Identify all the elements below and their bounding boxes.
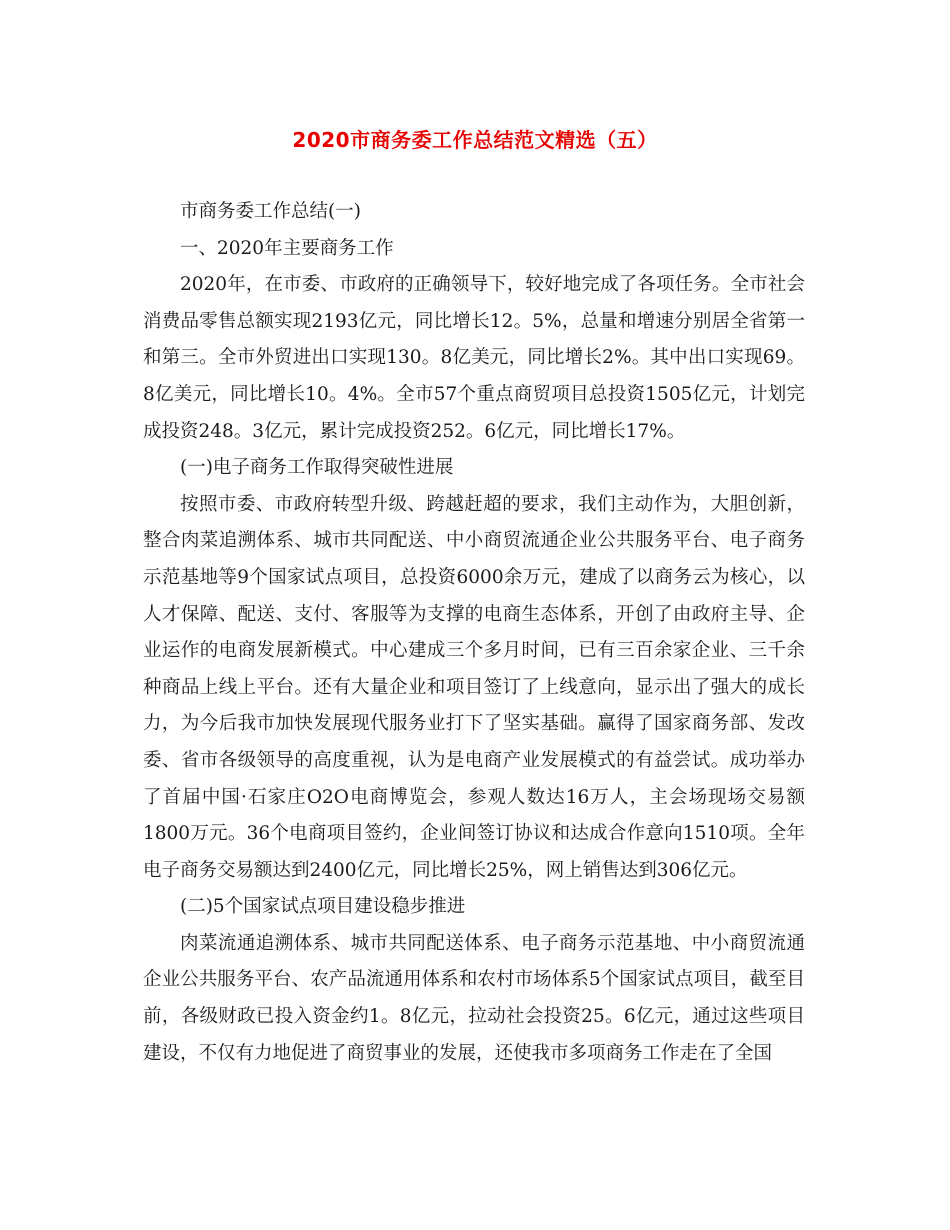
section-heading: 市商务委工作总结(一) [180,201,361,222]
subsection-heading: (一)电子商务工作取得突破性进展 [180,457,454,479]
body-paragraph: 2020年，在市委、市政府的正确领导下，较好地完成了各项任务。全市社会消费品零售总额实现2193亿元，同比增长12。5%，总量和增速分别居全省第一和第三。全市外贸进出口实现130。8亿美元，同比增长2%。其中出口实现69。8亿美元，同比增长10。4%。全市57个重点商贸项目总投资1505亿元，计划完成投资248。3亿元，累计完成投资252。6亿元，同比增长17%。 [143,274,805,442]
document-body [143,194,805,1072]
body-paragraph: 肉菜流通追溯体系、城市共同配送体系、电子商务示范基地、中小商贸流通企业公共服务平台、农产品流通用体系和农村市场体系5个国家试点项目，截至目前，各级财政已投入资金约1。8亿元，拉动社会投资25。6亿元，通过这些项目建设，不仅有力地促进了商贸事业的发展，还使我市多项商务工作走在了全国 [143,932,805,1064]
body-paragraph: 按照市委、市政府转型升级、跨越赶超的要求，我们主动作为，大胆创新，整合肉菜追溯体系、城市共同配送、中小商贸流通企业公共服务平台、电子商务示范基地等9个国家试点项目，总投资6000余万元，建成了以商务云为核心，以人才保障、配送、支付、客服等为支撑的电商生态体系，开创了由政府主导、企业运作的电商发展新模式。中心建成三个多月时间，已有三百余家企业、三千余种商品上线上平台。还有大量企业和项目签订了上线意向，显示出了强大的成长力，为今后我市加快发展现代服务业打下了坚实基础。赢得了国家商务部、发改委、省市各级领导的高度重视，认为是电商产业发展模式的有益尝试。成功举办了首届中国·石家庄O2O电商博览会，参观人数达16万人，主会场现场交易额1800万元。36个电商项目签约，企业间签订协议和达成合作意向1510项。全年电子商务交易额达到2400亿元，同比增长25%，网上销售达到306亿元。 [143,493,805,881]
subsection-heading: 一、2020年主要商务工作 [180,237,394,259]
document-title: 2020市商务委工作总结范文精选（五） [292,128,658,152]
subsection-heading: (二)5个国家试点项目建设稳步推进 [180,896,466,918]
